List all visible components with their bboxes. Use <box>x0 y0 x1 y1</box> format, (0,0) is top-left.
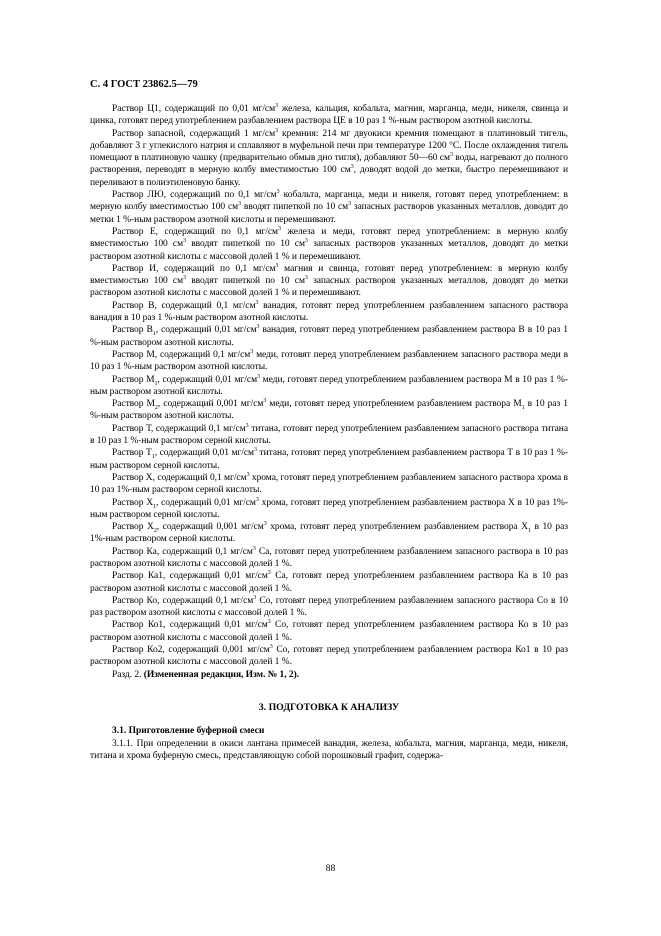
paragraph: Раствор Ко1, содержащий 0,01 $мг/см^3$ Со, готовят перед употреблением разбавлением раствора Ко в 10 раз раствором азотной кислоты с массовой долей 1 %. <box>90 619 568 643</box>
paragraph: Раствор Ка, содержащий 0,1 $мг/см^3$ Са, готовят перед употреблением разбавлением запасного раствора в 10 раз раствором азотной кислоты с массовой долей 1 %. <box>90 545 568 569</box>
document-body <box>90 78 568 763</box>
paragraph: Раствор Ко2, содержащий 0,001 $мг/см^3$ Со, готовят перед употреблением разбавлением раствора Ко1 в 10 раз раствором азотной кислоты с массовой долей 1 %. <box>90 643 568 668</box>
paragraph: Раствор $М_2$, содержащий 0,001 $мг/см^3$ меди, готовят перед употреблением разбавлением раствора $М_1$ в 10 раз 1 %-ным раствором азотной кислоты. <box>90 397 568 422</box>
paragraph: Раствор $В_1$, содержащий 0,01 $мг/см^3$ ванадия, готовят перед употреблением разбавлением раствора В в 10 раз 1 %-ным раствором азотной кислоты. <box>90 324 568 348</box>
paragraph: Раствор Ц1, содержащий по 0,01 $мг/см^3$ железа, кальция, кобальта, магния, марганца, меди, никеля, свинца и цинка, готовят перед употреблением разбавлением раствора ЦЕ в 10 раз 1 %-ным раствором азотной кислоты. <box>90 102 568 127</box>
page-header: С. 4 ГОСТ 23862.5—79 <box>90 79 198 90</box>
subsection-title: 3.1. Приготовление буферной смеси <box>112 725 265 736</box>
paragraph: 3.1.1. При определении в окиси лантана примесей ванадия, железа, кобальта, магния, марганца, меди, никеля, титана и хрома буферную смесь, представляющую собой порошковый графит, содержа- <box>90 738 568 762</box>
paragraph: Раствор М, содержащий 0,1 $мг/см^3$ меди, готовят перед употреблением разбавлением запасного раствора меди в 10 раз 1 %-ным раствором азотной кислоты. <box>90 348 569 373</box>
paragraph: Раствор $X_2$, содержащий 0,001 $мг/см^3$ хрома, готовят перед употреблением разбавлением раствора $X_1$ в 10 раз 1%-ным раствором серной кислоты. <box>90 520 568 545</box>
paragraph: Раствор запасной, содержащий 1 $мг/см^3$ кремния: 214 мг двуокиси кремния помещают в платиновый тигель, добавляют 3 г углекислого натрия и сплавляют в муфельной печи при температуре 1200 °С. После охлаждения тигель помещают в платиновую чашку (предварительно обмыв дно тигля), добавляют 50—60 $см^3$ воды, нагревают до полного растворения, переводят в мерную колбу вместимостью 100 $см^3$, доводят водой до метки, быстро перемешивают и переливают в полиэтиленовую банку. <box>90 127 569 188</box>
paragraph: Раствор X, содержащий 0,1 $мг/см^3$ хрома, готовят перед употреблением разбавлением запасного раствора хрома в 10 раз 1%-ным раствором серной кислоты. <box>90 471 568 496</box>
paragraph: Раствор ЛЮ, содержащий по 0,1 $мг/см^3$ кобальта, марганца, меди и никеля, готовят перед употреблением: в мерную колбу вместимостью 100 $см^3$ вводят пипеткой по 10 $см^3$ запасных растворов указанных металлов, доводят до метки 1 %-ным раствором азотной кислоты и перемешивают. <box>90 188 569 225</box>
paragraph: Раствор $М_1$, содержащий 0,01 $мг/см^3$ меди, готовят перед употреблением разбавлением раствора М в 10 раз 1 %-ным раствором азотной кислоты. <box>90 373 568 397</box>
section-title: 3. ПОДГОТОВКА К АНАЛИЗУ <box>258 701 400 713</box>
page-number: 88 <box>325 864 336 874</box>
paragraph: Раствор Ка1, содержащий 0,01 $мг/см^3$ Са, готовят перед употреблением разбавлением раствора Ка в 10 раз раствором азотной кислоты с массовой долей 1 %. <box>90 570 568 594</box>
paragraph: Раствор $X_1$, содержащий 0,01 $мг/см^3$ хрома, готовят перед употреблением разбавлением раствора X в 10 раз 1%-ным раствором серной кислоты. <box>90 496 569 520</box>
paragraph: Раствор И, содержащий по 0,1 $мг/см^3$ магния и свинца, готовят перед употреблением: в мерную колбу вместимостью 100 $см^3$ вводят пипеткой по 10 $см^3$ запасных растворов указанных металлов, доводят до метки раствором азотной кислоты с массовой долей 1 % и перемешивают. <box>90 262 568 299</box>
paragraph: Раствор Ко, содержащий 0,1 $мг/см^3$ Со, готовят перед употреблением разбавлением запасного раствора Со в 10 раз раствором азотной кислоты с массовой долей 1 %. <box>90 594 568 619</box>
paragraph: Раствор В, содержащий 0,1 $мг/см^3$ ванадия, готовят перед употреблением разбавлением запасного раствора ванадия в 10 раз 1 %-ным раствором азотной кислоты. <box>90 299 568 324</box>
paragraph: Раствор Т, содержащий 0,1 $мг/см^3$ титана, готовят перед употреблением разбавлением запасного раствора титана в 10 раз 1 %-ным раствором серной кислоты. <box>90 422 568 447</box>
paragraph: Раствор Е, содержащий по 0,1 $мг/см^3$ железа и меди, готовят перед употреблением: в мерную колбу вместимостью 100 $см^3$ вводят пипеткой по 10 $см^3$ запасных растворов указанных металлов, доводят до метки раствором азотной кислоты с массовой долей 1 % и перемешивают. <box>90 225 569 262</box>
paragraph: Раствор $Т_1$, содержащий 0,01 $мг/см^3$ титана, готовят перед употреблением разбавлением раствора Т в 10 раз 1 %-ным раствором серной кислоты. <box>90 447 568 471</box>
amendment-note: Разд. 2. (Измененная редакция, Изм. № 1, 2). <box>112 669 300 680</box>
